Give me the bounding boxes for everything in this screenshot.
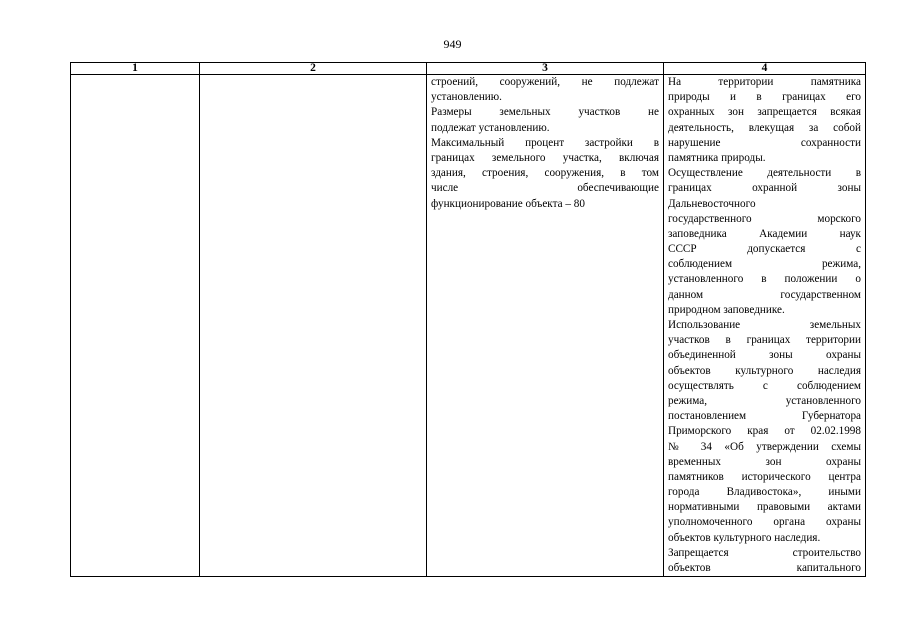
cell-column-2	[200, 75, 427, 577]
text-line: границах охранной зоны	[668, 182, 861, 195]
text-line: На территории памятника	[668, 76, 861, 88]
column-header-3: 3	[427, 63, 664, 75]
table-header-row	[71, 63, 866, 75]
text-line: природы и в границах его	[668, 91, 861, 104]
text-line: города Владивостока», иными	[668, 486, 861, 499]
text-line: числе обеспечивающие	[431, 182, 659, 195]
text-line: деятельность, влекущая за собой	[668, 121, 861, 134]
table-row	[71, 75, 866, 577]
text-line: объединенной зоны охраны	[668, 349, 861, 362]
text-line: данном государственном	[668, 288, 861, 301]
text-line: Приморского края от 02.02.1998	[668, 425, 861, 438]
text-line: уполномоченного органа охраны	[668, 516, 861, 529]
text-line: памятников исторического центра	[668, 470, 861, 483]
text-line: соблюдением режима,	[668, 258, 861, 271]
cell-column-1	[71, 75, 200, 577]
text-line: нарушение сохранности	[668, 136, 861, 149]
text-line: здания, строения, сооружения, в том	[431, 167, 659, 180]
text-line: нормативными правовыми актами	[668, 501, 861, 514]
text-line: осуществлять с соблюдением	[668, 379, 861, 392]
text-line: Осуществление деятельности в	[668, 167, 861, 180]
text-line: объектов культурного наследия.	[668, 531, 821, 544]
text-line: режима, установленного	[668, 394, 861, 407]
text-line: Размеры земельных участков не	[431, 106, 659, 119]
cell-column-3	[427, 75, 664, 577]
text-line: государственного морского	[668, 212, 861, 225]
text-line: границах земельного участка, включая	[431, 151, 659, 164]
column-header-4: 4	[664, 63, 866, 75]
text-line: установлению.	[431, 91, 502, 104]
text-line: объектов капитального	[668, 562, 861, 574]
text-line: заповедника Академии наук	[668, 227, 861, 240]
text-line: памятника природы.	[668, 151, 766, 164]
document-table	[70, 62, 866, 577]
text-line: природном заповеднике.	[668, 303, 785, 316]
text-line: подлежат установлению.	[431, 121, 550, 134]
text-line: Использование земельных	[668, 319, 861, 331]
cell-column-4	[664, 75, 866, 577]
text-line: охранных зон запрещается всякая	[668, 106, 861, 119]
text-line: установленного в положении о	[668, 273, 861, 286]
column-header-1: 1	[71, 63, 200, 75]
text-line: СССР допускается с	[668, 243, 861, 256]
text-line: постановлением Губернатора	[668, 410, 861, 423]
text-line: участков в границах территории	[668, 334, 861, 347]
text-line: временных зон охраны	[668, 455, 861, 468]
text-line: № 34 «Об утверждении схемы	[668, 440, 861, 453]
text-line: Максимальный процент застройки в	[431, 136, 659, 149]
text-line: Запрещается строительство	[668, 546, 861, 559]
page-number: 949	[443, 37, 462, 51]
text-line: объектов культурного наследия	[668, 364, 861, 377]
text-line: строений, сооружений, не подлежат	[431, 76, 659, 88]
column-header-2: 2	[200, 63, 427, 75]
text-line: Дальневосточного	[668, 197, 756, 210]
text-line: функционирование объекта – 80	[431, 197, 585, 210]
